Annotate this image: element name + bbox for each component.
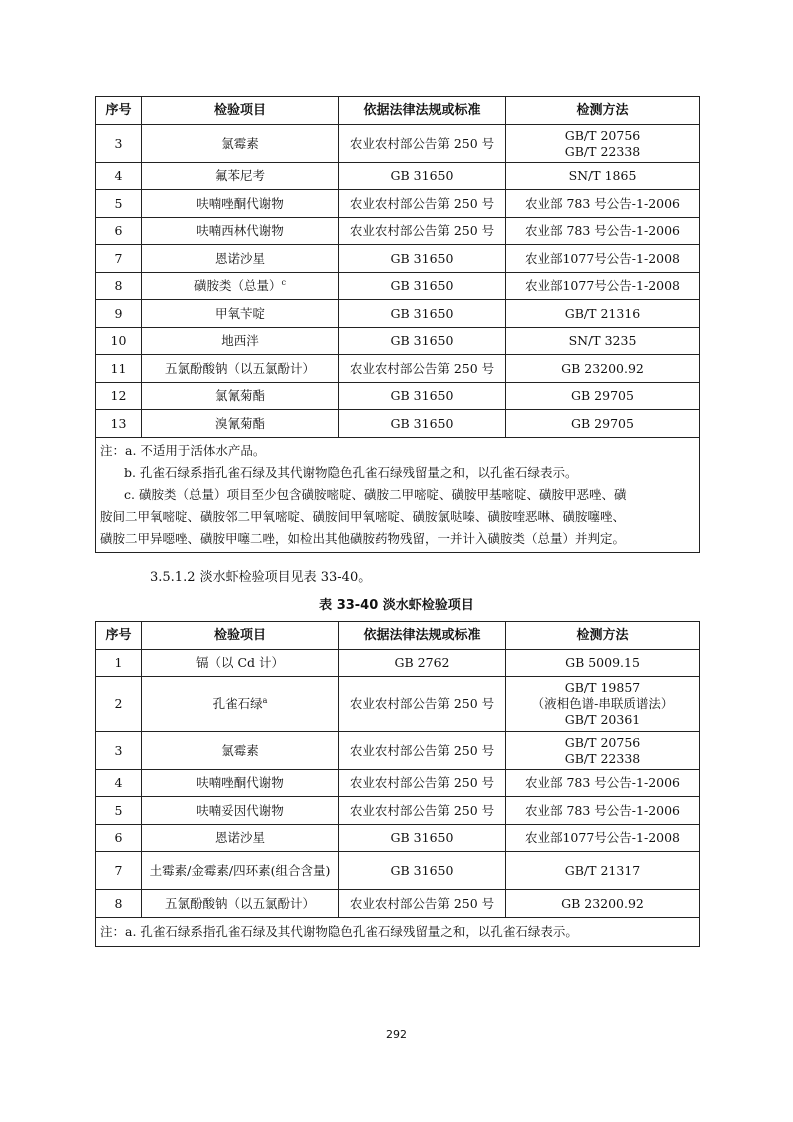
inspection-item — [142, 797, 339, 825]
test-method — [506, 825, 700, 852]
test-method — [506, 163, 700, 190]
inspection-item — [142, 218, 339, 245]
header-basis: 依据法律法规或标准 — [339, 97, 506, 125]
table-row — [96, 273, 700, 300]
inspection-item — [142, 273, 339, 300]
method-line: 农业部 783 号公告-1-2006 — [524, 195, 681, 211]
table-row — [96, 125, 700, 163]
inspection-item — [142, 163, 339, 190]
row-number: 2 — [96, 677, 142, 732]
footnote-marker: c — [281, 277, 286, 287]
note-c: c. 磺胺类（总量）项目至少包含磺胺嘧啶、磺胺二甲嘧啶、磺胺甲基嘧啶、磺胺甲恶唑、磺 — [124, 487, 627, 502]
legal-basis: 农业农村部公告第 250 号 — [339, 797, 506, 825]
item-label: 镉（以 Cd 计） — [195, 655, 284, 670]
row-number: 4 — [96, 163, 142, 190]
test-method — [506, 245, 700, 273]
inspection-item — [142, 650, 339, 677]
method-line: 农业部1077号公告-1-2008 — [524, 830, 681, 845]
method-line: 农业部1077号公告-1-2008 — [524, 278, 681, 293]
method-line: GB/T 19857 — [564, 680, 641, 695]
item-label: 呋喃唑酮代谢物 — [196, 775, 284, 790]
table-caption: 表 33-40 淡水虾检验项目 — [319, 598, 474, 613]
item-label: 五氯酚酸钠（以五氯酚计） — [164, 360, 315, 376]
method-line: （液相色谱-串联质谱法） — [531, 696, 674, 711]
table-body — [96, 125, 700, 438]
item-label: 恩诺沙星 — [214, 250, 265, 266]
header-method: 检测方法 — [506, 622, 700, 650]
legal-basis: 农业农村部公告第 250 号 — [339, 732, 506, 770]
note-c-cont-2: 磺胺二甲异噁唑、磺胺甲噻二唑，如检出其他磺胺药物残留，一并计入磺胺类（总量）并判定。 — [100, 531, 626, 546]
row-number: 5 — [96, 190, 142, 218]
method-line: GB 23200.92 — [561, 360, 644, 376]
table-notes-row — [96, 438, 700, 553]
inspection-item — [142, 300, 339, 328]
row-number: 6 — [96, 825, 142, 852]
table-row — [96, 383, 700, 410]
item-label: 氟苯尼考 — [214, 168, 265, 183]
header-item: 检验项目 — [142, 622, 339, 650]
row-number: 5 — [96, 797, 142, 825]
legal-basis: GB 31650 — [339, 410, 506, 438]
row-number: 7 — [96, 245, 142, 273]
legal-basis: 农业农村部公告第 250 号 — [339, 190, 506, 218]
item-label: 五氯酚酸钠（以五氯酚计） — [164, 895, 315, 911]
inspection-item — [142, 825, 339, 852]
legal-basis: GB 31650 — [339, 383, 506, 410]
legal-basis: GB 31650 — [339, 300, 506, 328]
test-method — [506, 677, 700, 732]
method-line: 农业部 783 号公告-1-2006 — [524, 223, 681, 238]
test-method — [506, 650, 700, 677]
table-row — [96, 190, 700, 218]
method-line: GB 29705 — [571, 415, 634, 431]
inspection-item — [142, 410, 339, 438]
inspection-item — [142, 383, 339, 410]
footnote-marker: a — [262, 695, 268, 705]
item-label: 甲氧苄啶 — [214, 305, 265, 321]
table-row — [96, 245, 700, 273]
table-row — [96, 650, 700, 677]
row-number: 6 — [96, 218, 142, 245]
table-notes — [96, 438, 700, 553]
table-row — [96, 163, 700, 190]
test-method — [506, 890, 700, 918]
note-c-cont-1: 胺间二甲氧嘧啶、磺胺邻二甲氧嘧啶、磺胺间甲氧嘧啶、磺胺氯哒嗪、磺胺喹恶啉、磺胺噻唑、 — [100, 509, 626, 524]
row-number: 12 — [96, 383, 142, 410]
note-a: 注：a. 不适用于活体水产品。 — [100, 443, 266, 458]
table-row — [96, 797, 700, 825]
inspection-item — [142, 328, 339, 355]
test-method — [506, 383, 700, 410]
method-line: 农业部 783 号公告-1-2006 — [524, 802, 681, 818]
row-number: 4 — [96, 770, 142, 797]
page-number: 292 — [386, 1028, 407, 1041]
legal-basis: 农业农村部公告第 250 号 — [339, 125, 506, 163]
method-line: GB 5009.15 — [565, 655, 640, 670]
test-method — [506, 355, 700, 383]
test-method — [506, 852, 700, 890]
legal-basis: 农业农村部公告第 250 号 — [339, 890, 506, 918]
test-method — [506, 328, 700, 355]
item-label: 呋喃西林代谢物 — [196, 223, 284, 238]
test-method — [506, 770, 700, 797]
table-row — [96, 890, 700, 918]
method-line: SN/T 3235 — [568, 333, 637, 348]
row-number: 10 — [96, 328, 142, 355]
method-line: GB/T 22338 — [564, 750, 641, 766]
header-no: 序号 — [96, 97, 142, 125]
test-method — [506, 273, 700, 300]
item-label: 土霉素/金霉素/四环素(组合含量) — [149, 862, 331, 878]
table-header-row — [96, 622, 700, 650]
row-number: 11 — [96, 355, 142, 383]
test-method — [506, 300, 700, 328]
item-label: 地西泮 — [221, 333, 259, 348]
header-method: 检测方法 — [506, 97, 700, 125]
legal-basis: GB 31650 — [339, 245, 506, 273]
section-paragraph: 3.5.1.2 淡水虾检验项目见表 33-40。 — [150, 570, 372, 585]
table-row — [96, 410, 700, 438]
item-label: 孔雀石绿 — [212, 696, 263, 711]
item-label: 氯霉素 — [221, 742, 259, 758]
inspection-item — [142, 677, 339, 732]
note-b: b. 孔雀石绿系指孔雀石绿及其代谢物隐色孔雀石绿残留量之和，以孔雀石绿表示。 — [124, 465, 578, 480]
method-line: GB/T 21316 — [564, 305, 641, 321]
note-a: 注：a. 孔雀石绿系指孔雀石绿及其代谢物隐色孔雀石绿残留量之和，以孔雀石绿表示。 — [100, 924, 578, 939]
method-line: GB/T 20756 — [564, 127, 641, 143]
table-row — [96, 770, 700, 797]
inspection-item — [142, 245, 339, 273]
test-method — [506, 410, 700, 438]
table-row — [96, 732, 700, 770]
legal-basis: GB 31650 — [339, 163, 506, 190]
row-number: 3 — [96, 125, 142, 163]
row-number: 7 — [96, 852, 142, 890]
test-method — [506, 190, 700, 218]
row-number: 8 — [96, 890, 142, 918]
legal-basis: GB 31650 — [339, 852, 506, 890]
row-number: 1 — [96, 650, 142, 677]
table-notes — [96, 918, 700, 947]
table-body — [96, 650, 700, 918]
item-label: 氯霉素 — [221, 135, 259, 151]
item-label: 恩诺沙星 — [214, 830, 265, 845]
method-line: SN/T 1865 — [568, 168, 637, 183]
method-line: GB/T 22338 — [564, 143, 641, 159]
header-basis: 依据法律法规或标准 — [339, 622, 506, 650]
item-label: 溴氰菊酯 — [214, 415, 265, 431]
inspection-item — [142, 732, 339, 770]
inspection-item — [142, 355, 339, 383]
test-method — [506, 125, 700, 163]
table-row — [96, 355, 700, 383]
method-line: 农业部1077号公告-1-2008 — [524, 250, 681, 266]
test-method — [506, 797, 700, 825]
legal-basis: 农业农村部公告第 250 号 — [339, 218, 506, 245]
method-line: GB/T 20756 — [564, 734, 641, 750]
inspection-item — [142, 890, 339, 918]
item-label: 呋喃妥因代谢物 — [196, 802, 284, 818]
header-item: 检验项目 — [142, 97, 339, 125]
legal-basis: 农业农村部公告第 250 号 — [339, 770, 506, 797]
inspection-table-2 — [95, 621, 700, 947]
legal-basis: GB 31650 — [339, 825, 506, 852]
table-row — [96, 825, 700, 852]
inspection-item — [142, 852, 339, 890]
legal-basis: 农业农村部公告第 250 号 — [339, 677, 506, 732]
table-row — [96, 328, 700, 355]
inspection-item — [142, 770, 339, 797]
row-number: 9 — [96, 300, 142, 328]
row-number: 3 — [96, 732, 142, 770]
table-notes-row — [96, 918, 700, 947]
legal-basis: GB 31650 — [339, 273, 506, 300]
table-row — [96, 852, 700, 890]
table-row — [96, 677, 700, 732]
header-no: 序号 — [96, 622, 142, 650]
method-line: 农业部 783 号公告-1-2006 — [524, 775, 681, 790]
method-line: GB 29705 — [571, 388, 634, 403]
method-line: GB 23200.92 — [561, 895, 644, 911]
row-number: 13 — [96, 410, 142, 438]
row-number: 8 — [96, 273, 142, 300]
inspection-table-1 — [95, 96, 700, 553]
test-method — [506, 732, 700, 770]
table-header-row — [96, 97, 700, 125]
method-line: GB/T 20361 — [564, 712, 641, 727]
test-method — [506, 218, 700, 245]
legal-basis: GB 31650 — [339, 328, 506, 355]
table-row — [96, 300, 700, 328]
method-line: GB/T 21317 — [564, 862, 641, 878]
item-label: 氯氰菊酯 — [214, 388, 265, 403]
item-label: 磺胺类（总量） — [194, 278, 282, 293]
legal-basis: GB 2762 — [339, 650, 506, 677]
inspection-item — [142, 190, 339, 218]
item-label: 呋喃唑酮代谢物 — [196, 195, 284, 211]
legal-basis: 农业农村部公告第 250 号 — [339, 355, 506, 383]
table-row — [96, 218, 700, 245]
inspection-item — [142, 125, 339, 163]
